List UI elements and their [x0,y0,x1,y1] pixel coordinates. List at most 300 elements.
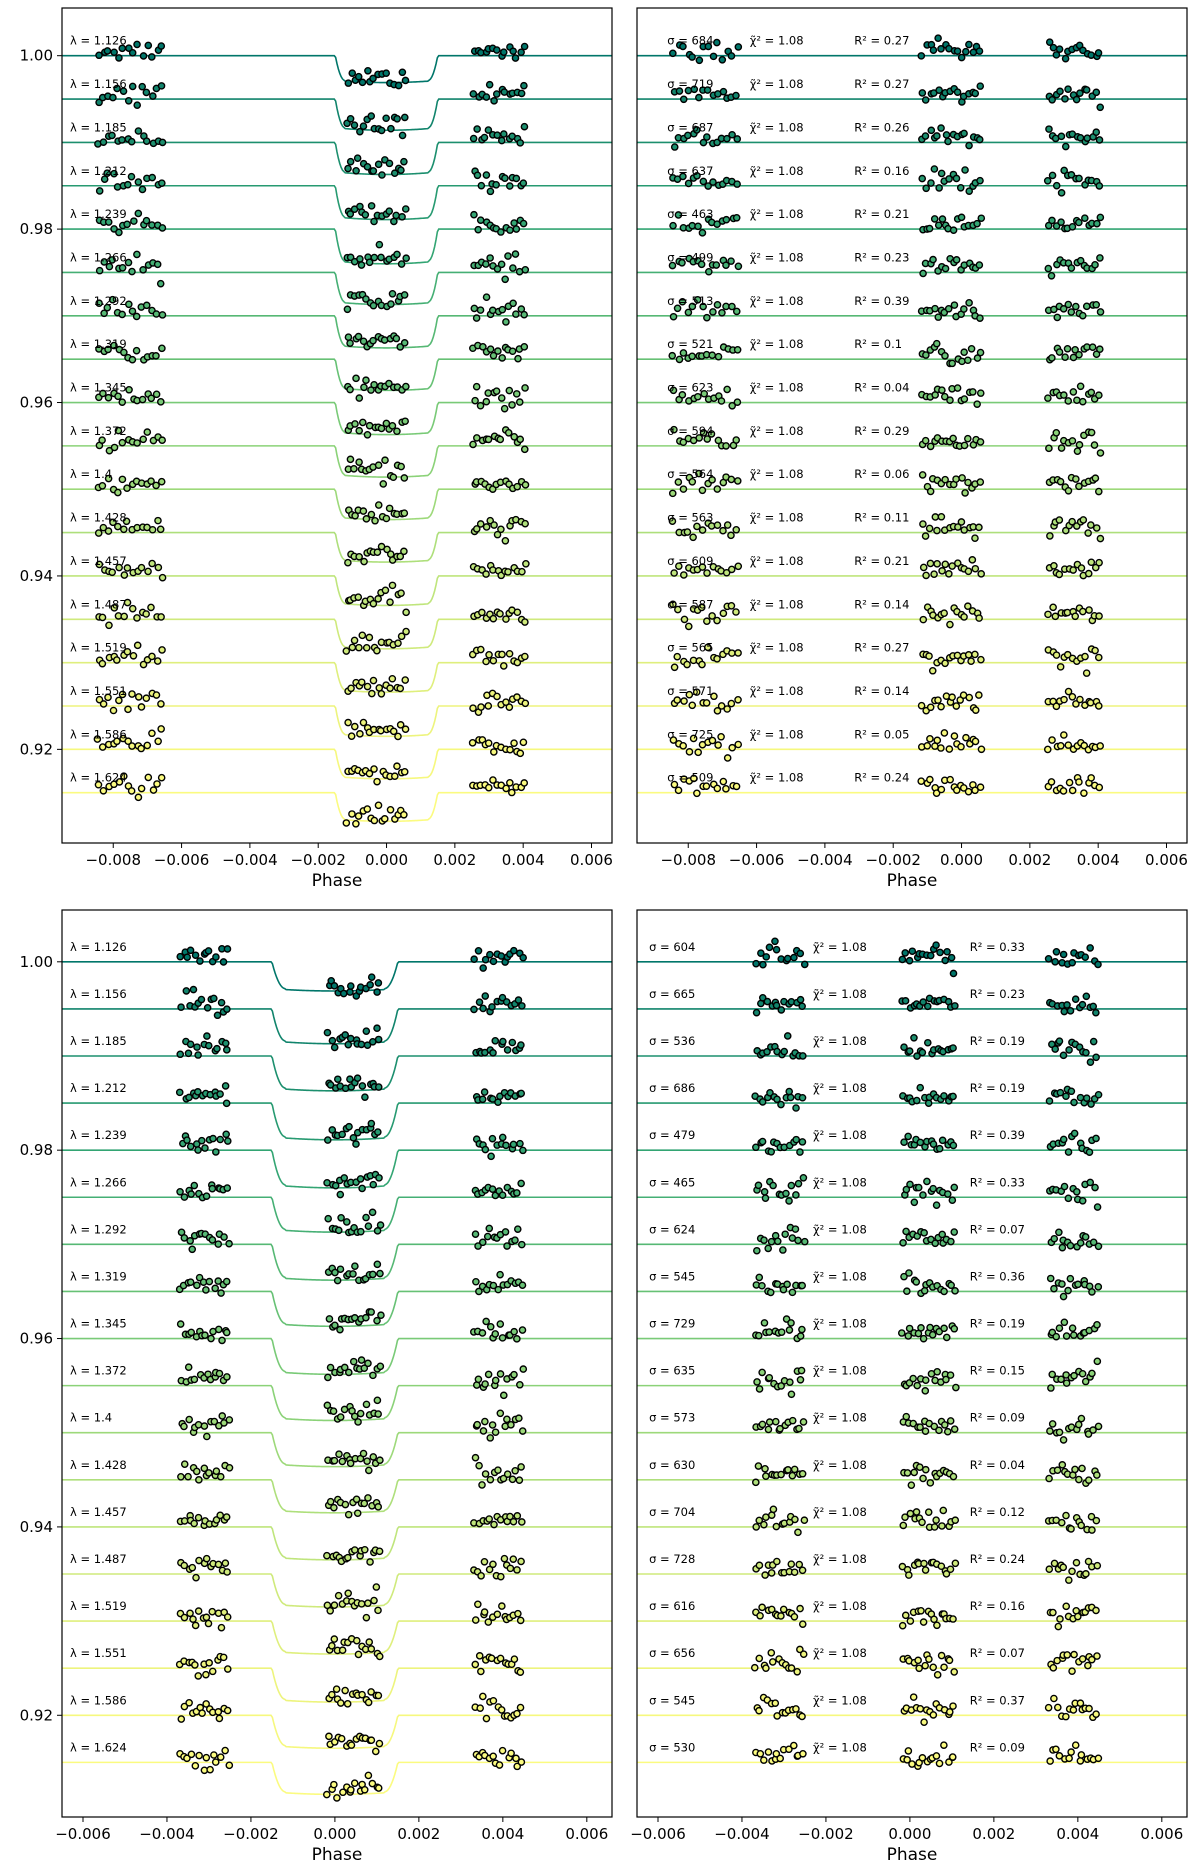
data-point [1059,1462,1065,1468]
data-point [1059,1245,1065,1251]
data-point [521,312,527,318]
data-point [144,138,150,144]
wavelength-label: λ = 1.372 [70,1363,127,1378]
data-point [502,538,508,544]
data-point [734,308,740,314]
data-point [1064,1333,1070,1339]
data-point [799,1003,805,1009]
data-point [358,1410,364,1416]
data-point [768,1239,774,1245]
data-point [945,1191,951,1197]
data-point [735,44,741,50]
r2-label: R² = 0.05 [854,727,910,742]
data-point [1061,697,1067,703]
data-point [218,1290,224,1296]
data-point [958,185,964,191]
data-point [710,309,716,315]
data-point [325,1137,331,1143]
wavelength-label: λ = 1.428 [70,1457,127,1472]
data-point [1071,1332,1077,1338]
data-point [1045,395,1051,401]
data-point [126,98,132,104]
data-point [498,953,504,959]
wavelength-label: λ = 1.266 [70,1175,127,1190]
data-point [1056,1038,1062,1044]
data-point [927,1324,933,1330]
data-point [507,227,513,233]
data-point [204,1033,210,1039]
data-point [686,749,692,755]
data-point [1086,607,1092,613]
data-point [224,1006,230,1012]
data-point [121,613,127,619]
data-point [946,306,952,312]
chi2-label: χ̃² = 1.08 [813,1222,867,1237]
data-point [199,1710,205,1716]
data-point [475,227,481,233]
data-point [395,640,401,646]
data-point [961,442,967,448]
data-point [1083,993,1089,999]
data-point [197,958,203,964]
data-point [936,87,942,93]
data-point [186,1364,192,1370]
data-point [357,731,363,737]
data-point [782,1231,788,1237]
data-point [224,1100,230,1106]
x-tick-label: 0.006 [570,851,613,869]
data-point [214,1046,220,1052]
data-point [389,676,395,682]
data-point [933,1517,939,1523]
data-point [972,651,978,657]
data-point [765,1426,771,1432]
data-point [324,1792,330,1798]
data-point [1063,1093,1069,1099]
data-point [154,781,160,787]
data-point [337,1191,343,1197]
data-point [149,175,155,181]
data-point [345,1590,351,1596]
data-point [184,954,190,960]
data-point [1058,219,1064,225]
data-point [483,261,489,267]
data-point [366,634,372,640]
data-point [352,1547,358,1553]
data-point [209,1237,215,1243]
data-point [110,707,116,713]
data-point [135,642,141,648]
data-point [494,91,500,97]
data-point [481,1559,487,1565]
data-point [106,622,112,628]
data-point [357,256,363,262]
data-point [129,788,135,794]
data-point [942,1422,948,1428]
chi2-label: χ̃² = 1.08 [813,939,867,954]
data-point [770,1182,776,1188]
data-point [491,98,497,104]
data-point [361,384,367,390]
data-point [676,356,682,362]
data-point [733,783,739,789]
data-point [496,1762,502,1768]
data-point [1053,949,1059,955]
data-point [1087,1179,1093,1185]
data-point [963,735,969,741]
data-point [922,1428,928,1434]
data-point [499,395,505,401]
data-point [689,353,695,359]
data-point [1094,221,1100,227]
data-point [186,1416,192,1422]
data-point [352,421,358,427]
data-point [797,1605,803,1611]
model-line-5 [62,272,612,304]
wavelength-label: λ = 1.372 [70,423,127,438]
data-point [729,650,735,656]
data-point [946,1657,952,1663]
data-point [921,1230,927,1236]
data-point [1051,1236,1057,1242]
data-point [1076,219,1082,225]
wavelength-label: λ = 1.457 [70,553,127,568]
data-point [704,315,710,321]
x-tick-label: 0.002 [397,1825,441,1843]
x-tick-label: 0.000 [940,851,984,869]
data-point [363,377,369,383]
data-point [355,334,361,340]
data-point [158,83,164,89]
data-point [134,615,140,621]
data-point [224,1569,230,1575]
data-point [331,1458,337,1464]
data-point [974,221,980,227]
data-point [759,1138,765,1144]
data-point [511,948,517,954]
data-point [375,1504,381,1510]
data-point [506,387,512,393]
data-point [369,1209,375,1215]
data-point [786,1198,792,1204]
wavelength-label: λ = 1.487 [70,1552,127,1567]
data-point [1061,392,1067,398]
data-point [129,268,135,274]
data-point [762,1195,768,1201]
data-point [922,1288,928,1294]
data-point [907,1181,913,1187]
data-point [399,214,405,220]
data-point [343,648,349,654]
data-point [364,432,370,438]
data-point [1055,1623,1061,1629]
data-point [99,661,105,667]
data-point [379,127,385,133]
data-point [370,168,376,174]
data-point [796,1425,802,1431]
data-point [402,77,408,83]
data-point [325,1374,331,1380]
data-point [729,745,735,751]
data-point [356,74,362,80]
data-point [800,1419,806,1425]
data-point [359,79,365,85]
data-point [518,49,524,55]
data-point [494,132,500,138]
data-point [519,1519,525,1525]
data-point [510,48,516,54]
sigma-label: σ = 624 [649,1222,696,1237]
data-point [1077,696,1083,702]
data-point [1050,1665,1056,1671]
data-point [914,1097,920,1103]
data-point [1084,87,1090,93]
data-point [1065,398,1071,404]
data-point [1068,1088,1074,1094]
data-point [1062,96,1068,102]
data-point [367,982,373,988]
data-point [506,651,512,657]
x-tick-label: 0.004 [1076,851,1120,869]
data-point [477,1653,483,1659]
data-point [942,660,948,666]
data-point [217,1136,223,1142]
data-point [1094,1322,1100,1328]
data-point [940,1507,946,1513]
sigma-label: σ = 609 [667,553,714,568]
y-tick-label: 0.98 [19,220,53,239]
sigma-label: σ = 594 [667,423,714,438]
data-point [224,946,230,952]
data-point [196,1752,202,1758]
data-point [684,529,690,535]
data-point [207,1767,213,1773]
data-point [939,170,945,176]
wavelength-label: λ = 1.586 [70,727,127,742]
data-point [397,685,403,691]
data-point [937,1146,943,1152]
data-point [1069,694,1075,700]
data-point [342,1687,348,1693]
data-point [1087,1059,1093,1065]
data-point [1073,996,1079,1002]
data-point [949,955,955,961]
data-point [513,226,519,232]
data-point [213,1468,219,1474]
data-point [801,1517,807,1523]
data-point [354,1638,360,1644]
data-point [947,1372,953,1378]
data-point [383,70,389,76]
data-point [494,388,500,394]
data-point [348,116,354,122]
data-point [950,1473,956,1479]
data-point [499,261,505,267]
data-point [114,184,120,190]
data-point [1057,46,1063,52]
data-point [471,956,477,962]
wavelength-label: λ = 1.345 [70,1316,127,1331]
data-point [124,221,130,227]
data-point [938,514,944,520]
data-point [490,1753,496,1759]
data-point [670,314,676,320]
data-point [1078,1240,1084,1246]
data-point [499,307,505,313]
data-point [1084,303,1090,309]
data-point [134,313,140,319]
data-point [216,1715,222,1721]
wavelength-label: λ = 1.319 [70,337,127,352]
data-point [1065,86,1071,92]
data-point [1049,737,1055,743]
data-point [359,1601,365,1607]
data-point [374,989,380,995]
data-point [1058,445,1064,451]
wavelength-label: λ = 1.212 [70,1081,127,1096]
data-point [1085,1662,1091,1668]
data-point [1057,1616,1063,1622]
data-point [382,587,388,593]
data-point [472,1455,478,1461]
data-point [1097,743,1103,749]
data-point [728,258,734,264]
model-line-15 [62,706,612,736]
data-point [920,617,926,623]
data-point [1080,1198,1086,1204]
data-point [488,1153,494,1159]
data-point [931,166,937,172]
data-point [149,54,155,60]
data-point [1067,1243,1073,1249]
data-point [965,436,971,442]
data-point [1073,1742,1079,1748]
data-point [376,1084,382,1090]
data-point [785,1033,791,1039]
data-point [206,1279,212,1285]
data-point [401,159,407,165]
data-point [509,1039,515,1045]
data-point [935,697,941,703]
data-point [1046,126,1052,132]
data-point [482,1471,488,1477]
x-tick-label: −0.002 [865,851,921,869]
data-point [801,1651,807,1657]
data-point [913,1509,919,1515]
data-point [205,1620,211,1626]
data-point [486,652,492,658]
data-point [681,572,687,578]
data-point [471,212,477,218]
data-point [514,609,520,615]
data-point [401,812,407,818]
data-point [327,1608,333,1614]
data-point [206,1043,212,1049]
data-point [941,1288,947,1294]
r2-label: R² = 0.19 [969,1033,1025,1048]
data-point [130,653,136,659]
data-point [755,1182,761,1188]
data-point [1059,1520,1065,1526]
data-point [1048,273,1054,279]
data-point [497,611,503,617]
data-point [329,1038,335,1044]
data-point [930,1332,936,1338]
data-point [490,1050,496,1056]
data-point [392,773,398,779]
data-point [935,1672,941,1678]
data-point [510,1556,516,1562]
data-point [916,1665,922,1671]
data-point [757,1751,763,1757]
x-tick-label: 0.000 [313,1825,357,1843]
data-point [387,807,393,813]
data-point [945,1429,951,1435]
data-point [505,253,511,259]
data-point [924,1178,930,1184]
data-point [497,436,503,442]
data-point [941,730,947,736]
data-point [1083,1571,1089,1577]
data-point [794,1669,800,1675]
data-point [376,1785,382,1791]
data-point [1076,442,1082,448]
data-point [361,559,367,565]
data-point [920,521,926,527]
data-point [398,463,404,469]
data-point [932,1524,938,1530]
data-point [937,949,943,955]
r2-label: R² = 0.39 [969,1128,1025,1143]
data-point [1060,1564,1066,1570]
data-point [483,658,489,664]
data-point [519,1282,525,1288]
data-point [203,1755,209,1761]
data-point [1094,1358,1100,1364]
data-point [928,488,934,494]
data-point [224,1329,230,1335]
data-point [961,396,967,402]
data-point [394,116,400,122]
data-point [116,697,122,703]
data-point [401,475,407,481]
data-point [191,1376,197,1382]
data-point [1088,389,1094,395]
r2-label: R² = 0.24 [969,1552,1025,1567]
data-point [797,997,803,1003]
data-point [473,1617,479,1623]
data-point [135,210,141,216]
data-point [903,1228,909,1234]
sigma-label: σ = 571 [667,684,714,699]
data-point [507,747,513,753]
data-point [486,1516,492,1522]
data-point [904,1470,910,1476]
chi2-label: χ̃² = 1.08 [813,1646,867,1661]
data-point [1065,1149,1071,1155]
data-point [158,43,164,49]
data-point [348,1742,354,1748]
data-point [377,1363,383,1369]
data-point [918,778,924,784]
data-point [1092,262,1098,268]
data-point [501,1556,507,1562]
data-point [387,505,393,511]
y-tick-label: 0.96 [19,1329,53,1348]
data-point [354,1075,360,1081]
chi2-label: χ̃² = 1.08 [749,293,804,308]
data-point [224,1514,230,1520]
